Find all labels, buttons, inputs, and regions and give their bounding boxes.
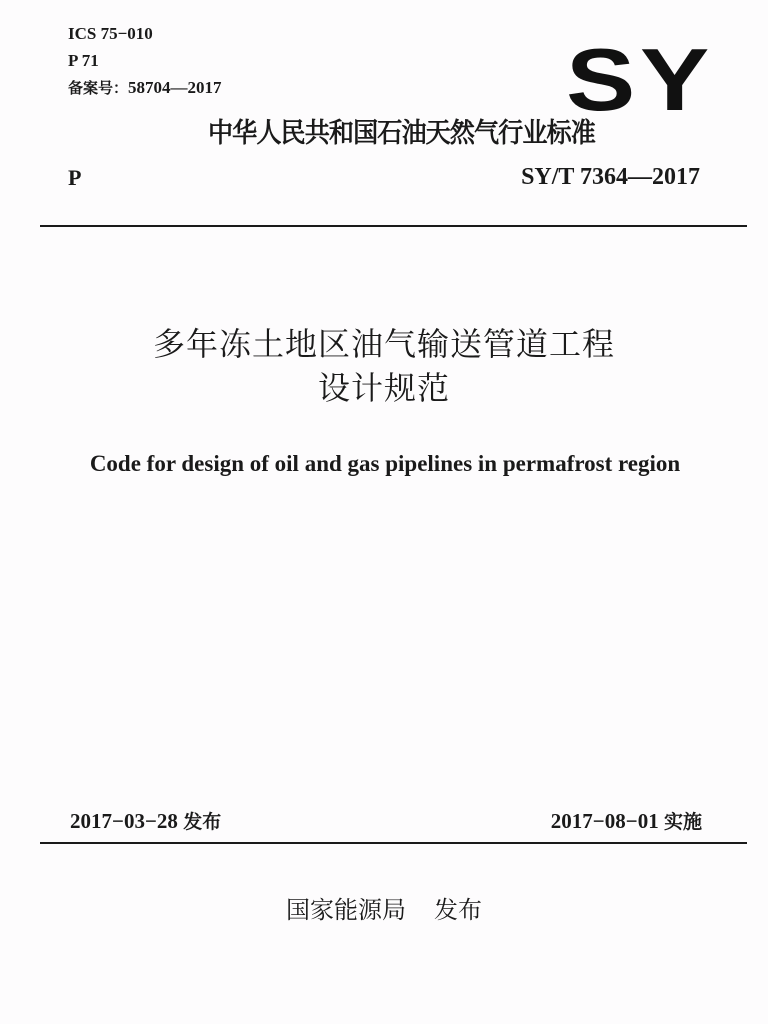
issue-label: 发布 [183,811,222,833]
implementation-date-value: 2017−08−01 [550,809,659,833]
implementation-label: 实施 [663,811,702,833]
title-chinese-line2: 设计规范 [317,369,450,407]
ics-code: ICS 75−010 [68,24,153,43]
issue-date-value: 2017−03−28 [70,809,178,833]
category-letter: P [68,165,82,190]
sy-logo: SY [566,30,714,129]
record-number-value: 58704—2017 [128,78,222,97]
implementation-date [551,811,702,832]
publisher-name: 国家能源局 [286,896,406,924]
title-chinese-line1: 多年冻土地区油气输送管道工程 [152,325,615,363]
classification-code: P 71 [68,51,99,70]
record-number [68,79,222,96]
record-label: 备案号： [68,79,129,97]
publisher [0,898,768,922]
publish-label: 发布 [434,896,482,924]
title-english: Code for design of oil and gas pipelines in permafrost region [89,451,681,476]
standard-number: SY/T 7364—2017 [521,164,700,190]
industry-standard-title: 中华人民共和国石油天然气行业标准 [208,118,595,149]
top-divider [40,225,747,227]
issue-date [70,811,221,832]
bottom-divider [40,842,747,844]
